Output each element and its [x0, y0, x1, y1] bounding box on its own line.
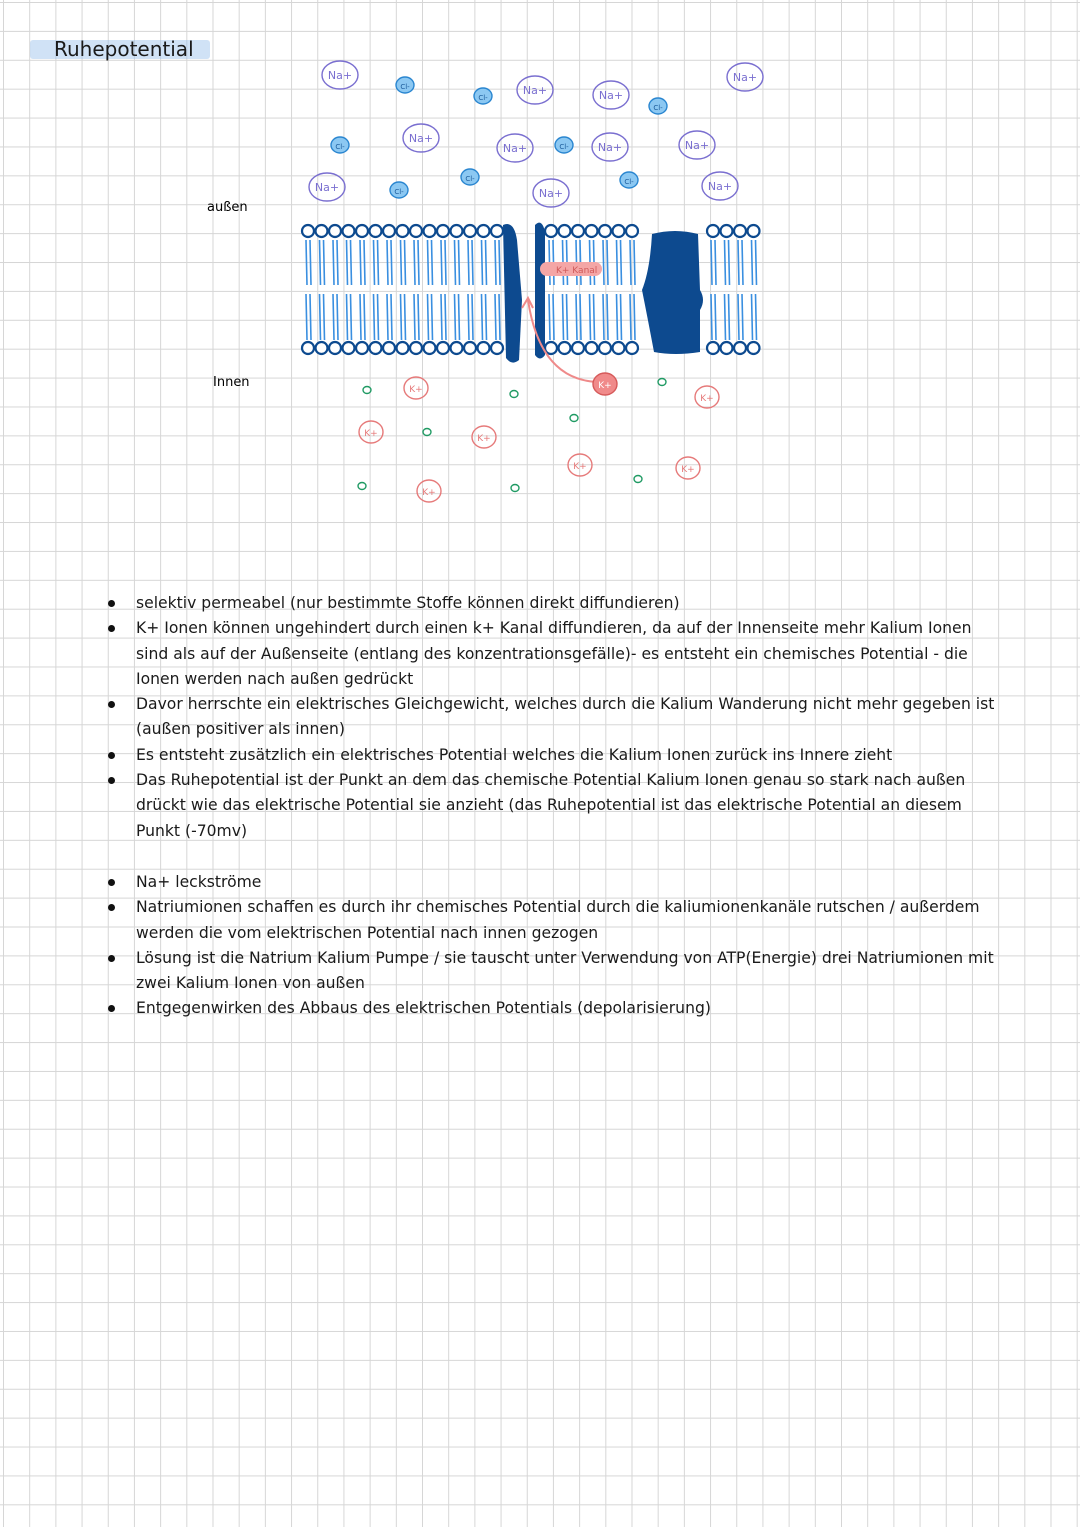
- lipid-head: [451, 225, 463, 237]
- lipid-tail: [455, 240, 456, 285]
- svg-text:Na+: Na+: [707, 180, 733, 193]
- svg-text:Cl-: Cl-: [559, 143, 569, 151]
- lipid-tail: [428, 240, 429, 285]
- lipid-head: [626, 342, 638, 354]
- lipid-head: [721, 342, 733, 354]
- lipid-tail: [576, 294, 577, 340]
- lipid-tail: [711, 294, 712, 340]
- sodium-ion: [322, 61, 358, 89]
- lipid-tail: [351, 294, 352, 340]
- svg-text:Na+: Na+: [684, 139, 710, 152]
- lipid-head: [734, 342, 746, 354]
- potassium-ion-diffusing: [593, 373, 617, 395]
- lipid-tail: [391, 294, 392, 340]
- lipid-tail: [320, 240, 321, 285]
- svg-text:Cl-: Cl-: [624, 178, 634, 186]
- organic-anion: [511, 485, 519, 492]
- lipid-tail: [499, 240, 500, 285]
- lipid-tail: [617, 240, 618, 285]
- lipid-tail: [418, 294, 419, 340]
- lipid-head: [356, 225, 368, 237]
- lipid-head: [478, 225, 490, 237]
- lipid-tail: [580, 294, 581, 340]
- lipid-tail: [374, 240, 375, 285]
- lipid-head: [397, 225, 409, 237]
- lipid-tail: [594, 294, 595, 340]
- lipid-tail: [752, 240, 753, 285]
- lipid-tail: [364, 240, 365, 285]
- lipid-tail: [414, 240, 415, 285]
- lipid-tail: [387, 294, 388, 340]
- lipid-tail: [432, 294, 433, 340]
- lipid-tail: [621, 294, 622, 340]
- lipid-tail: [306, 240, 307, 285]
- svg-text:K+: K+: [477, 434, 491, 444]
- lipid-head: [424, 225, 436, 237]
- lipid-tail: [756, 294, 757, 340]
- lipid-head: [613, 225, 625, 237]
- svg-text:Cl-: Cl-: [335, 143, 345, 151]
- note-bullet: Davor herrschte ein elektrisches Gleichgewicht, welches durch die Kalium Wanderung nicht mehr gegeben ist (außen positiver als innen): [105, 692, 1005, 743]
- svg-text:Na+: Na+: [502, 142, 528, 155]
- svg-text:K+: K+: [422, 488, 436, 498]
- lipid-head: [545, 342, 557, 354]
- lipid-tail: [405, 240, 406, 285]
- potassium-channel-wall-right: [535, 223, 545, 359]
- lipid-head: [437, 342, 449, 354]
- potassium-ion: [568, 454, 592, 476]
- organic-anion: [634, 476, 642, 483]
- potassium-ion: [417, 480, 441, 502]
- lipid-tail: [414, 294, 415, 340]
- lipid-head: [343, 342, 355, 354]
- lipid-head: [343, 225, 355, 237]
- lipid-head: [329, 342, 341, 354]
- sodium-ion: [679, 131, 715, 159]
- lipid-tail: [486, 240, 487, 285]
- lipid-tail: [738, 294, 739, 340]
- lipid-tail: [634, 294, 635, 340]
- sodium-ion: [309, 173, 345, 201]
- lipid-head: [302, 342, 314, 354]
- note-bullet: Na+ leckströme: [105, 870, 1005, 895]
- lipid-head: [410, 342, 422, 354]
- organic-anion: [358, 483, 366, 490]
- lipid-head: [329, 225, 341, 237]
- lipid-tail: [360, 294, 361, 340]
- svg-text:Na+: Na+: [732, 71, 758, 84]
- lipid-head: [572, 342, 584, 354]
- organic-anion: [658, 379, 666, 386]
- lipid-tail: [455, 294, 456, 340]
- lipid-tail: [630, 240, 631, 285]
- chloride-ion: [649, 98, 667, 114]
- lipid-head: [383, 225, 395, 237]
- lipid-head: [316, 225, 328, 237]
- lipid-head: [437, 225, 449, 237]
- lipid-head: [464, 342, 476, 354]
- lipid-head: [397, 342, 409, 354]
- lipid-tail: [333, 294, 334, 340]
- sodium-ion: [592, 133, 628, 161]
- lipid-tail: [742, 240, 743, 285]
- notes-list-resting-potential: [105, 591, 1005, 844]
- svg-text:Cl-: Cl-: [465, 175, 475, 183]
- lipid-tail: [495, 294, 496, 340]
- lipid-tail: [347, 240, 348, 285]
- lipid-tail: [617, 294, 618, 340]
- svg-text:Cl-: Cl-: [394, 188, 404, 196]
- lipid-tail: [738, 240, 739, 285]
- lipid-head: [383, 342, 395, 354]
- lipid-head: [451, 342, 463, 354]
- svg-text:Na+: Na+: [597, 141, 623, 154]
- lipid-head: [734, 225, 746, 237]
- lipid-head: [748, 225, 760, 237]
- lipid-tail: [563, 294, 564, 340]
- chloride-ion: [331, 137, 349, 153]
- lipid-head: [370, 342, 382, 354]
- lipid-tail: [378, 294, 379, 340]
- lipid-tail: [482, 294, 483, 340]
- lipid-head: [491, 225, 503, 237]
- lipid-tail: [729, 240, 730, 285]
- potassium-ion: [404, 377, 428, 399]
- lipid-tail: [725, 240, 726, 285]
- notes-list-sodium-leak: [105, 870, 1005, 1022]
- lipid-head: [572, 225, 584, 237]
- lipid-tail: [441, 240, 442, 285]
- svg-text:K+: K+: [409, 385, 423, 395]
- lipid-tail: [418, 240, 419, 285]
- lipid-tail: [445, 240, 446, 285]
- chloride-ion: [620, 172, 638, 188]
- lipid-tail: [391, 240, 392, 285]
- lipid-head: [491, 342, 503, 354]
- inside-label: Innen: [213, 375, 250, 390]
- lipid-tail: [711, 240, 712, 285]
- svg-text:K+: K+: [573, 462, 587, 472]
- lipid-tail: [590, 294, 591, 340]
- lipid-head: [478, 342, 490, 354]
- chloride-ion: [555, 137, 573, 153]
- note-bullet: Lösung ist die Natrium Kalium Pumpe / sie tauscht unter Verwendung von ATP(Energie) drei Natriumionen mit zwei Kalium Ionen von außen: [105, 946, 1005, 997]
- lipid-tail: [499, 294, 500, 340]
- lipid-tail: [567, 294, 568, 340]
- svg-text:K+: K+: [598, 381, 612, 391]
- lipid-tail: [459, 240, 460, 285]
- lipid-head: [599, 342, 611, 354]
- lipid-tail: [445, 294, 446, 340]
- potassium-channel-wall-left: [503, 224, 522, 363]
- sodium-ion: [702, 172, 738, 200]
- lipid-tail: [441, 294, 442, 340]
- lipid-tail: [320, 294, 321, 340]
- lipid-head: [599, 225, 611, 237]
- chloride-ion: [396, 77, 414, 93]
- organic-anion: [363, 387, 371, 394]
- lipid-head: [370, 225, 382, 237]
- lipid-head: [410, 225, 422, 237]
- lipid-tail: [621, 240, 622, 285]
- lipid-head: [316, 342, 328, 354]
- lipid-tail: [603, 240, 604, 285]
- lipid-tail: [364, 294, 365, 340]
- sodium-ion: [497, 134, 533, 162]
- lipid-tail: [428, 294, 429, 340]
- lipid-tail: [432, 240, 433, 285]
- lipid-head: [464, 225, 476, 237]
- lipid-head: [613, 342, 625, 354]
- lipid-tail: [630, 294, 631, 340]
- lipid-tail: [715, 294, 716, 340]
- svg-text:Na+: Na+: [522, 84, 548, 97]
- potassium-ion: [472, 426, 496, 448]
- lipid-head: [586, 225, 598, 237]
- svg-text:Na+: Na+: [314, 181, 340, 194]
- lipid-tail: [387, 240, 388, 285]
- lipid-tail: [468, 240, 469, 285]
- lipid-tail: [607, 294, 608, 340]
- membrane-diagram: [0, 0, 1080, 520]
- lipid-tail: [374, 294, 375, 340]
- note-bullet: Natriumionen schaffen es durch ihr chemisches Potential durch die kaliumionenkanäle rutschen / außerdem werden die vom elektrischen Potential nach innen gezogen: [105, 895, 1005, 946]
- lipid-tail: [553, 294, 554, 340]
- svg-text:Na+: Na+: [598, 89, 624, 102]
- lipid-tail: [337, 294, 338, 340]
- lipid-tail: [725, 294, 726, 340]
- lipid-tail: [324, 294, 325, 340]
- lipid-tail: [634, 240, 635, 285]
- lipid-tail: [401, 240, 402, 285]
- lipid-tail: [310, 294, 311, 340]
- note-bullet: Das Ruhepotential ist der Punkt an dem das chemische Potential Kalium Ionen genau so stark nach außen drückt wie das elektrische Potential sie anzieht (das Ruhepotential ist das elektrische Potential an diesem Punkt (-70mv): [105, 768, 1005, 844]
- lipid-head: [302, 225, 314, 237]
- organic-anion: [510, 391, 518, 398]
- lipid-head: [559, 342, 571, 354]
- note-bullet: K+ Ionen können ungehindert durch einen k+ Kanal diffundieren, da auf der Innenseite mehr Kalium Ionen sind als auf der Außenseite (entlang des konzentrationsgefälle)- es entsteht ein chemisches Potential - die Ionen werden nach außen gedrückt: [105, 616, 1005, 692]
- svg-text:Na+: Na+: [408, 132, 434, 145]
- lipid-tail: [756, 240, 757, 285]
- svg-text:Cl-: Cl-: [478, 94, 488, 102]
- lipid-tail: [752, 294, 753, 340]
- channel-label: K+ Kanal: [556, 266, 598, 276]
- lipid-tail: [729, 294, 730, 340]
- organic-anion: [570, 415, 578, 422]
- potassium-ion: [695, 386, 719, 408]
- lipid-tail: [405, 294, 406, 340]
- lipid-tail: [549, 294, 550, 340]
- lipid-tail: [324, 240, 325, 285]
- svg-text:Na+: Na+: [538, 187, 564, 200]
- page-title: Ruhepotential: [50, 37, 198, 61]
- organic-anion: [423, 429, 431, 436]
- lipid-tail: [360, 240, 361, 285]
- svg-text:K+: K+: [364, 429, 378, 439]
- lipid-head: [707, 225, 719, 237]
- svg-text:Na+: Na+: [327, 69, 353, 82]
- lipid-tail: [459, 294, 460, 340]
- lipid-tail: [607, 240, 608, 285]
- note-bullet: Es entsteht zusätzlich ein elektrisches Potential welches die Kalium Ionen zurück ins Innere zieht: [105, 743, 1005, 768]
- note-bullet: selektiv permeabel (nur bestimmte Stoffe können direkt diffundieren): [105, 591, 1005, 616]
- lipid-tail: [486, 294, 487, 340]
- lipid-tail: [401, 294, 402, 340]
- outside-label: außen: [207, 200, 248, 215]
- lipid-tail: [468, 294, 469, 340]
- chloride-ion: [390, 182, 408, 198]
- sodium-ion: [727, 63, 763, 91]
- lipid-tail: [337, 240, 338, 285]
- lipid-tail: [472, 294, 473, 340]
- sodium-potassium-pump: [642, 231, 703, 354]
- svg-text:K+: K+: [681, 465, 695, 475]
- lipid-tail: [378, 240, 379, 285]
- lipid-tail: [715, 240, 716, 285]
- svg-text:Cl-: Cl-: [400, 83, 410, 91]
- sodium-ion: [533, 179, 569, 207]
- svg-text:Cl-: Cl-: [653, 104, 663, 112]
- sodium-ion: [593, 81, 629, 109]
- sodium-ion: [517, 76, 553, 104]
- lipid-tail: [603, 294, 604, 340]
- lipid-head: [356, 342, 368, 354]
- potassium-ion: [359, 421, 383, 443]
- lipid-tail: [351, 240, 352, 285]
- lipid-head: [721, 225, 733, 237]
- lipid-tail: [306, 294, 307, 340]
- lipid-head: [707, 342, 719, 354]
- lipid-tail: [742, 294, 743, 340]
- lipid-head: [626, 225, 638, 237]
- lipid-head: [559, 225, 571, 237]
- lipid-tail: [472, 240, 473, 285]
- lipid-tail: [482, 240, 483, 285]
- chloride-ion: [474, 88, 492, 104]
- note-bullet: Entgegenwirken des Abbaus des elektrischen Potentials (depolarisierung): [105, 996, 1005, 1021]
- lipid-head: [545, 225, 557, 237]
- lipid-head: [748, 342, 760, 354]
- sodium-ion: [403, 124, 439, 152]
- chloride-ion: [461, 169, 479, 185]
- lipid-head: [586, 342, 598, 354]
- svg-text:K+: K+: [700, 394, 714, 404]
- lipid-head: [424, 342, 436, 354]
- potassium-ion: [676, 457, 700, 479]
- lipid-tail: [310, 240, 311, 285]
- lipid-tail: [347, 294, 348, 340]
- lipid-tail: [495, 240, 496, 285]
- lipid-tail: [333, 240, 334, 285]
